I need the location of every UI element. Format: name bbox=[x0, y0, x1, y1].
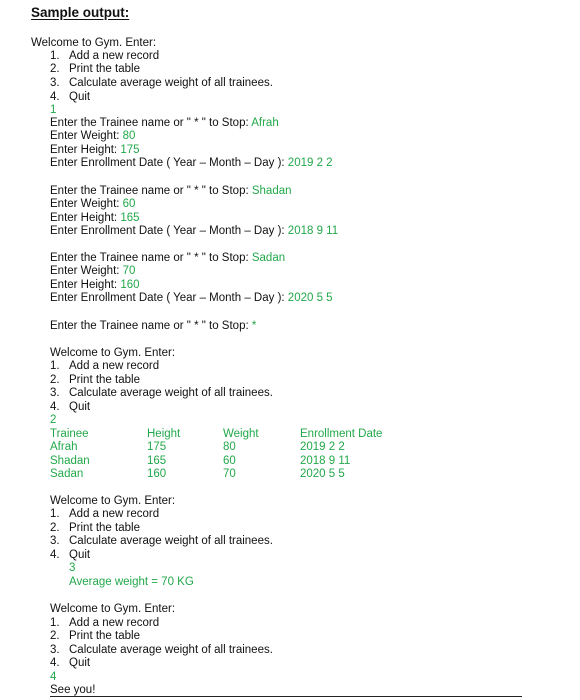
name-prompt: Enter the Trainee name or " * " to Stop: * bbox=[50, 320, 257, 332]
menu-item: 4. Quit bbox=[50, 401, 91, 413]
height-input: 165 bbox=[120, 212, 140, 224]
menu-item: 4. Quit bbox=[50, 549, 91, 561]
menu-choice: 4 bbox=[50, 671, 57, 683]
table-cell: 160 bbox=[147, 468, 167, 480]
date-input: 2018 9 11 bbox=[287, 225, 339, 237]
menu-item: 1. Add a new record bbox=[50, 50, 160, 62]
menu-item: 2. Print the table bbox=[50, 63, 140, 75]
menu-item: 1. Add a new record bbox=[50, 360, 160, 372]
bottom-divider bbox=[50, 696, 522, 697]
table-header: Height bbox=[147, 428, 181, 440]
date-prompt: Enter Enrollment Date ( Year – Month – Day ): 2019 2 2 bbox=[50, 157, 333, 169]
weight-prompt: Enter Weight: 60 bbox=[50, 198, 136, 210]
goodbye-line: See you! bbox=[50, 684, 96, 696]
menu-item: 3. Calculate average weight of all trainees. bbox=[50, 644, 273, 656]
menu-item: 2. Print the table bbox=[50, 374, 140, 386]
menu-item: 1. Add a new record bbox=[50, 617, 160, 629]
menu-item: 3. Calculate average weight of all trainees. bbox=[50, 535, 273, 547]
table-header: Enrollment Date bbox=[300, 428, 383, 440]
height-input: 175 bbox=[120, 144, 140, 156]
table-cell: Sadan bbox=[50, 468, 84, 480]
date-input: 2020 5 5 bbox=[287, 292, 333, 304]
table-cell: Shadan bbox=[50, 455, 90, 467]
welcome-line: Welcome to Gym. Enter: bbox=[50, 347, 176, 359]
menu-item: 1. Add a new record bbox=[50, 508, 160, 520]
date-prompt: Enter Enrollment Date ( Year – Month – Day ): 2020 5 5 bbox=[50, 292, 333, 304]
name-prompt: Enter the Trainee name or " * " to Stop: Afrah bbox=[50, 117, 279, 129]
welcome-line: Welcome to Gym. Enter: bbox=[50, 603, 176, 615]
table-header: Weight bbox=[223, 428, 259, 440]
menu-item: 4. Quit bbox=[50, 91, 91, 103]
name-prompt: Enter the Trainee name or " * " to Stop: Sadan bbox=[50, 252, 286, 264]
height-prompt: Enter Height: 160 bbox=[50, 279, 140, 291]
menu-item: 4. Quit bbox=[50, 657, 91, 669]
table-cell: 60 bbox=[223, 455, 236, 467]
stop-input: * bbox=[251, 320, 257, 332]
table-cell: 175 bbox=[147, 441, 167, 453]
height-input: 160 bbox=[120, 279, 140, 291]
name-input: Sadan bbox=[251, 252, 286, 264]
name-prompt: Enter the Trainee name or " * " to Stop: Shadan bbox=[50, 185, 292, 197]
table-cell: 70 bbox=[223, 468, 236, 480]
table-cell: 2018 9 11 bbox=[300, 455, 351, 467]
menu-choice: 2 bbox=[50, 414, 57, 426]
menu-item: 2. Print the table bbox=[50, 522, 140, 534]
weight-input: 70 bbox=[122, 265, 136, 277]
welcome-line: Welcome to Gym. Enter: bbox=[50, 495, 176, 507]
sample-output-heading: Sample output: bbox=[31, 5, 130, 20]
weight-input: 60 bbox=[122, 198, 136, 210]
table-cell: 165 bbox=[147, 455, 167, 467]
average-weight-output: Average weight = 70 KG bbox=[69, 576, 194, 588]
table-cell: Afrah bbox=[50, 441, 78, 453]
table-cell: 2020 5 5 bbox=[300, 468, 345, 480]
menu-choice: 1 bbox=[50, 104, 57, 116]
table-cell: 80 bbox=[223, 441, 236, 453]
date-input: 2019 2 2 bbox=[287, 157, 333, 169]
height-prompt: Enter Height: 175 bbox=[50, 144, 140, 156]
welcome-line: Welcome to Gym. Enter: bbox=[31, 37, 157, 49]
table-cell: 2019 2 2 bbox=[300, 441, 345, 453]
name-input: Shadan bbox=[251, 185, 292, 197]
weight-input: 80 bbox=[122, 130, 136, 142]
menu-item: 3. Calculate average weight of all trainees. bbox=[50, 77, 273, 89]
menu-item: 2. Print the table bbox=[50, 630, 140, 642]
height-prompt: Enter Height: 165 bbox=[50, 212, 140, 224]
date-prompt: Enter Enrollment Date ( Year – Month – Day ): 2018 9 11 bbox=[50, 225, 339, 237]
weight-prompt: Enter Weight: 80 bbox=[50, 130, 136, 142]
table-header: Trainee bbox=[50, 428, 89, 440]
name-input: Afrah bbox=[251, 117, 279, 129]
weight-prompt: Enter Weight: 70 bbox=[50, 265, 136, 277]
menu-choice: 3 bbox=[69, 562, 76, 574]
menu-item: 3. Calculate average weight of all trainees. bbox=[50, 387, 273, 399]
